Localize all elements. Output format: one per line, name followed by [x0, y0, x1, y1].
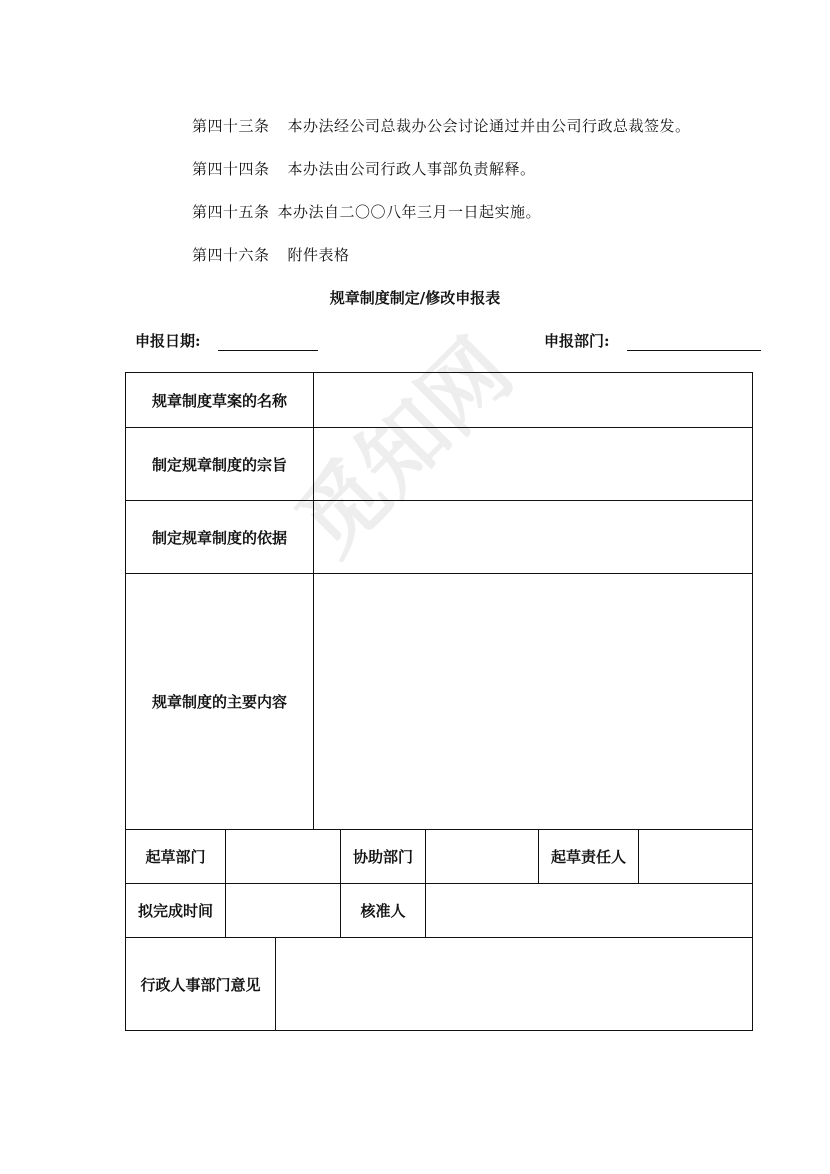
report-dept-label: 申报部门:	[544, 332, 610, 350]
label-hr-opinion: 行政人事部门意见	[140, 975, 261, 994]
article-text: 本办法由公司行政人事部负责解释。	[287, 160, 536, 178]
input-approver[interactable]	[426, 884, 752, 937]
label-main-content: 规章制度的主要内容	[151, 693, 287, 711]
label-basis: 制定规章制度的依据	[151, 528, 287, 547]
label-draft-person: 起草责任人	[550, 848, 626, 866]
watermark: 觅知网	[278, 321, 532, 575]
article-number: 第四十五条	[192, 203, 270, 221]
article-text: 本办法经公司总裁办公会讨论通过并由公司行政总裁签发。	[287, 117, 691, 135]
label-draft-name: 规章制度草案的名称	[151, 391, 287, 410]
article-number: 第四十三条	[192, 117, 270, 135]
label-draft-dept: 起草部门	[145, 848, 206, 866]
article-text: 本办法自二〇〇八年三月一日起实施。	[277, 203, 542, 221]
article-number: 第四十六条	[192, 246, 270, 264]
input-draft-person[interactable]	[639, 830, 752, 883]
input-hr-opinion[interactable]	[276, 938, 752, 1030]
input-planned-time[interactable]	[226, 884, 340, 937]
label-planned-time: 拟完成时间	[137, 902, 213, 920]
input-purpose[interactable]	[314, 428, 752, 500]
label-assist-dept: 协助部门	[352, 848, 413, 866]
input-basis[interactable]	[314, 501, 752, 573]
label-approver: 核准人	[360, 902, 406, 920]
input-draft-dept[interactable]	[226, 830, 340, 883]
report-date-label: 申报日期:	[135, 332, 201, 350]
label-purpose: 制定规章制度的宗旨	[151, 455, 287, 474]
article-number: 第四十四条	[192, 160, 270, 178]
article-text: 附件表格	[287, 246, 350, 264]
input-draft-name[interactable]	[314, 373, 752, 427]
input-main-content[interactable]	[314, 574, 752, 829]
form-title: 规章制度制定/修改申报表	[329, 289, 501, 307]
input-assist-dept[interactable]	[426, 830, 538, 883]
